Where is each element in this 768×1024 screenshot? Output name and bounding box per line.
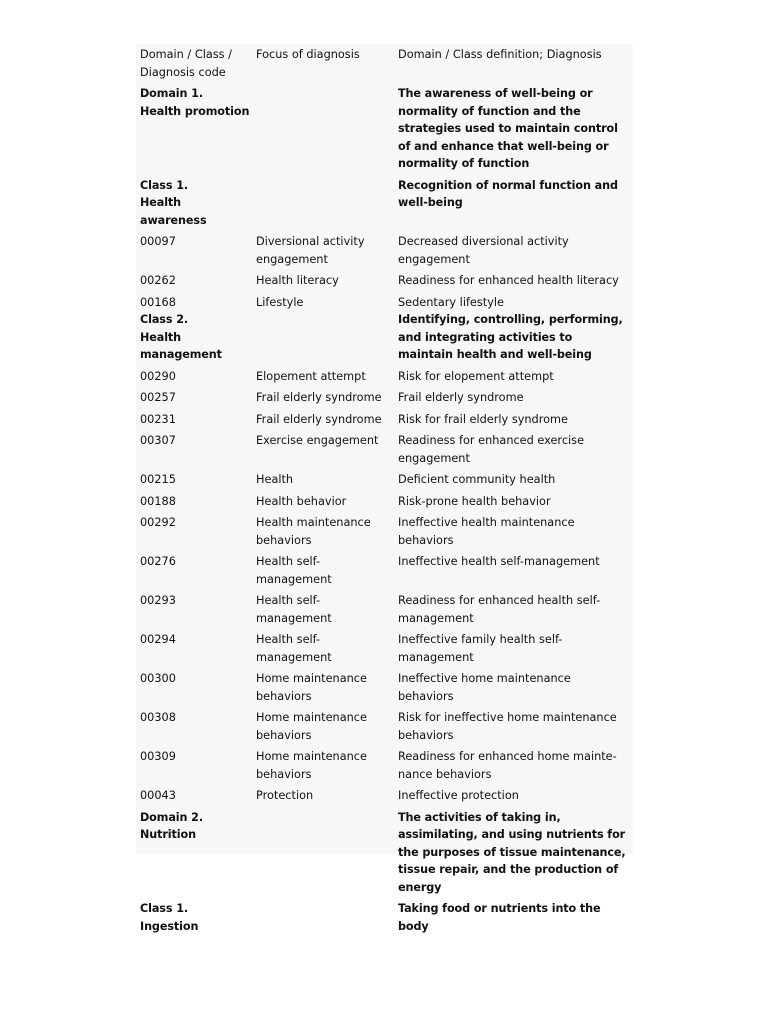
focus-of-diagnosis: Diversional activity engagement [256, 235, 365, 266]
diagnosis: Readiness for enhanced home mainte-nance behaviors [398, 750, 617, 781]
table-row [140, 670, 630, 709]
table-row [140, 233, 630, 272]
focus-of-diagnosis: Elopement attempt [256, 369, 366, 383]
focus-of-diagnosis: Home maintenance behaviors [256, 672, 367, 703]
class-row [140, 311, 630, 368]
diagnosis-code: 00168 [140, 295, 176, 309]
class-label: Class 2. Health management [140, 313, 222, 361]
diagnosis: Ineffective health maintenance behaviors [398, 516, 575, 547]
diagnosis: Deficient community health [398, 473, 556, 486]
table-row [140, 553, 630, 592]
table-row [140, 368, 630, 390]
class-definition: Recognition of normal function and well-being [398, 178, 618, 209]
diagnosis-code: 00276 [140, 555, 176, 568]
diagnosis: Ineffective family health self-management [398, 633, 563, 664]
focus-of-diagnosis: Exercise engagement [256, 434, 379, 447]
focus-of-diagnosis: Frail elderly syndrome [256, 412, 382, 426]
focus-of-diagnosis: Health self-management [256, 555, 332, 586]
diagnosis: Decreased diversional activity engagement [398, 235, 569, 266]
domain-definition: The awareness of well-being or normality of function and the strategies used to maintain control of and enhance that well-being or normality of function [398, 87, 618, 170]
diagnosis-code: 00292 [140, 516, 176, 529]
diagnosis: Risk for elopement attempt [398, 369, 554, 383]
domain-label: Domain 1. Health promotion [140, 87, 250, 118]
table-row [140, 592, 630, 631]
diagnosis-code: 00188 [140, 494, 176, 508]
focus-of-diagnosis: Health [256, 473, 294, 486]
diagnosis: Readiness for enhanced health self-management [398, 594, 601, 625]
diagnosis: Risk-prone health behavior [398, 494, 551, 508]
focus-cell [256, 177, 398, 234]
table-row [140, 709, 630, 748]
domain-label: Domain 2. Nutrition [140, 810, 204, 841]
class-label: Class 1. Ingestion [140, 902, 199, 933]
table-row [140, 748, 630, 787]
focus-of-diagnosis: Home maintenance behaviors [256, 750, 367, 781]
diagnosis: Sedentary lifestyle [398, 295, 504, 309]
diagnosis: Ineffective home maintenance behaviors [398, 672, 571, 703]
table-row [140, 631, 630, 670]
table-row [140, 432, 630, 471]
table-row [140, 294, 630, 312]
focus-cell [256, 809, 398, 901]
class-row [140, 900, 630, 935]
diagnosis-code: 00307 [140, 434, 176, 447]
table-row [140, 389, 630, 411]
diagnosis: Risk for frail elderly syndrome [398, 412, 568, 426]
domain-definition: The activities of taking in, assimilating, and using nutrients for the purposes of tissue maintenance, tissue repair, and the production of energy [398, 810, 626, 894]
focus-of-diagnosis: Lifestyle [256, 295, 304, 309]
diagnosis-code: 00215 [140, 473, 176, 486]
diagnosis: Frail elderly syndrome [398, 391, 524, 404]
diagnosis-code: 00262 [140, 274, 176, 287]
table-row [140, 787, 630, 809]
table-row [140, 514, 630, 553]
diagnosis: Risk for ineffective home maintenance behaviors [398, 711, 617, 742]
domain-row [140, 85, 630, 177]
focus-of-diagnosis: Frail elderly syndrome [256, 391, 382, 404]
diagnosis-code: 00308 [140, 711, 176, 724]
focus-of-diagnosis: Health self-management [256, 633, 332, 664]
class-row [140, 177, 630, 234]
diagnosis-code: 00097 [140, 235, 176, 248]
table-header-row [140, 46, 630, 85]
class-label: Class 1. Health awareness [140, 178, 207, 227]
header-definition: Domain / Class definition; Diagnosis [398, 48, 602, 61]
class-definition: Taking food or nutrients into the body [398, 902, 601, 933]
diagnosis-code: 00231 [140, 412, 176, 426]
focus-of-diagnosis: Protection [256, 789, 314, 802]
diagnosis-code: 00300 [140, 672, 176, 685]
focus-of-diagnosis: Health literacy [256, 274, 339, 287]
class-definition: Identifying, controlling, performing, and integrating activities to maintain health and well-being [398, 313, 623, 361]
focus-cell [256, 900, 398, 935]
focus-of-diagnosis: Home maintenance behaviors [256, 711, 367, 742]
diagnosis-code: 00290 [140, 369, 176, 383]
diagnosis: Readiness for enhanced exercise engagement [398, 434, 585, 465]
diagnosis-code: 00043 [140, 789, 176, 802]
table-row [140, 471, 630, 493]
domain-row [140, 809, 630, 901]
diagnosis-code: 00294 [140, 633, 176, 646]
focus-of-diagnosis: Health behavior [256, 494, 347, 508]
nanda-diagnosis-table [140, 46, 630, 935]
focus-of-diagnosis: Health self-management [256, 594, 332, 625]
table-row [140, 272, 630, 294]
header-domain-class-code: Domain / Class / Diagnosis code [140, 48, 232, 79]
diagnosis-code: 00257 [140, 391, 176, 404]
diagnosis-code: 00293 [140, 594, 176, 607]
header-focus: Focus of diagnosis [256, 48, 360, 61]
diagnosis-code: 00309 [140, 750, 176, 763]
diagnosis: Readiness for enhanced health literacy [398, 274, 619, 287]
table-row [140, 411, 630, 433]
focus-cell [256, 311, 398, 368]
table-row [140, 493, 630, 515]
diagnosis: Ineffective health self-management [398, 555, 600, 568]
focus-cell [256, 85, 398, 177]
diagnosis: Ineffective protection [398, 789, 519, 802]
focus-of-diagnosis: Health maintenance behaviors [256, 516, 371, 547]
